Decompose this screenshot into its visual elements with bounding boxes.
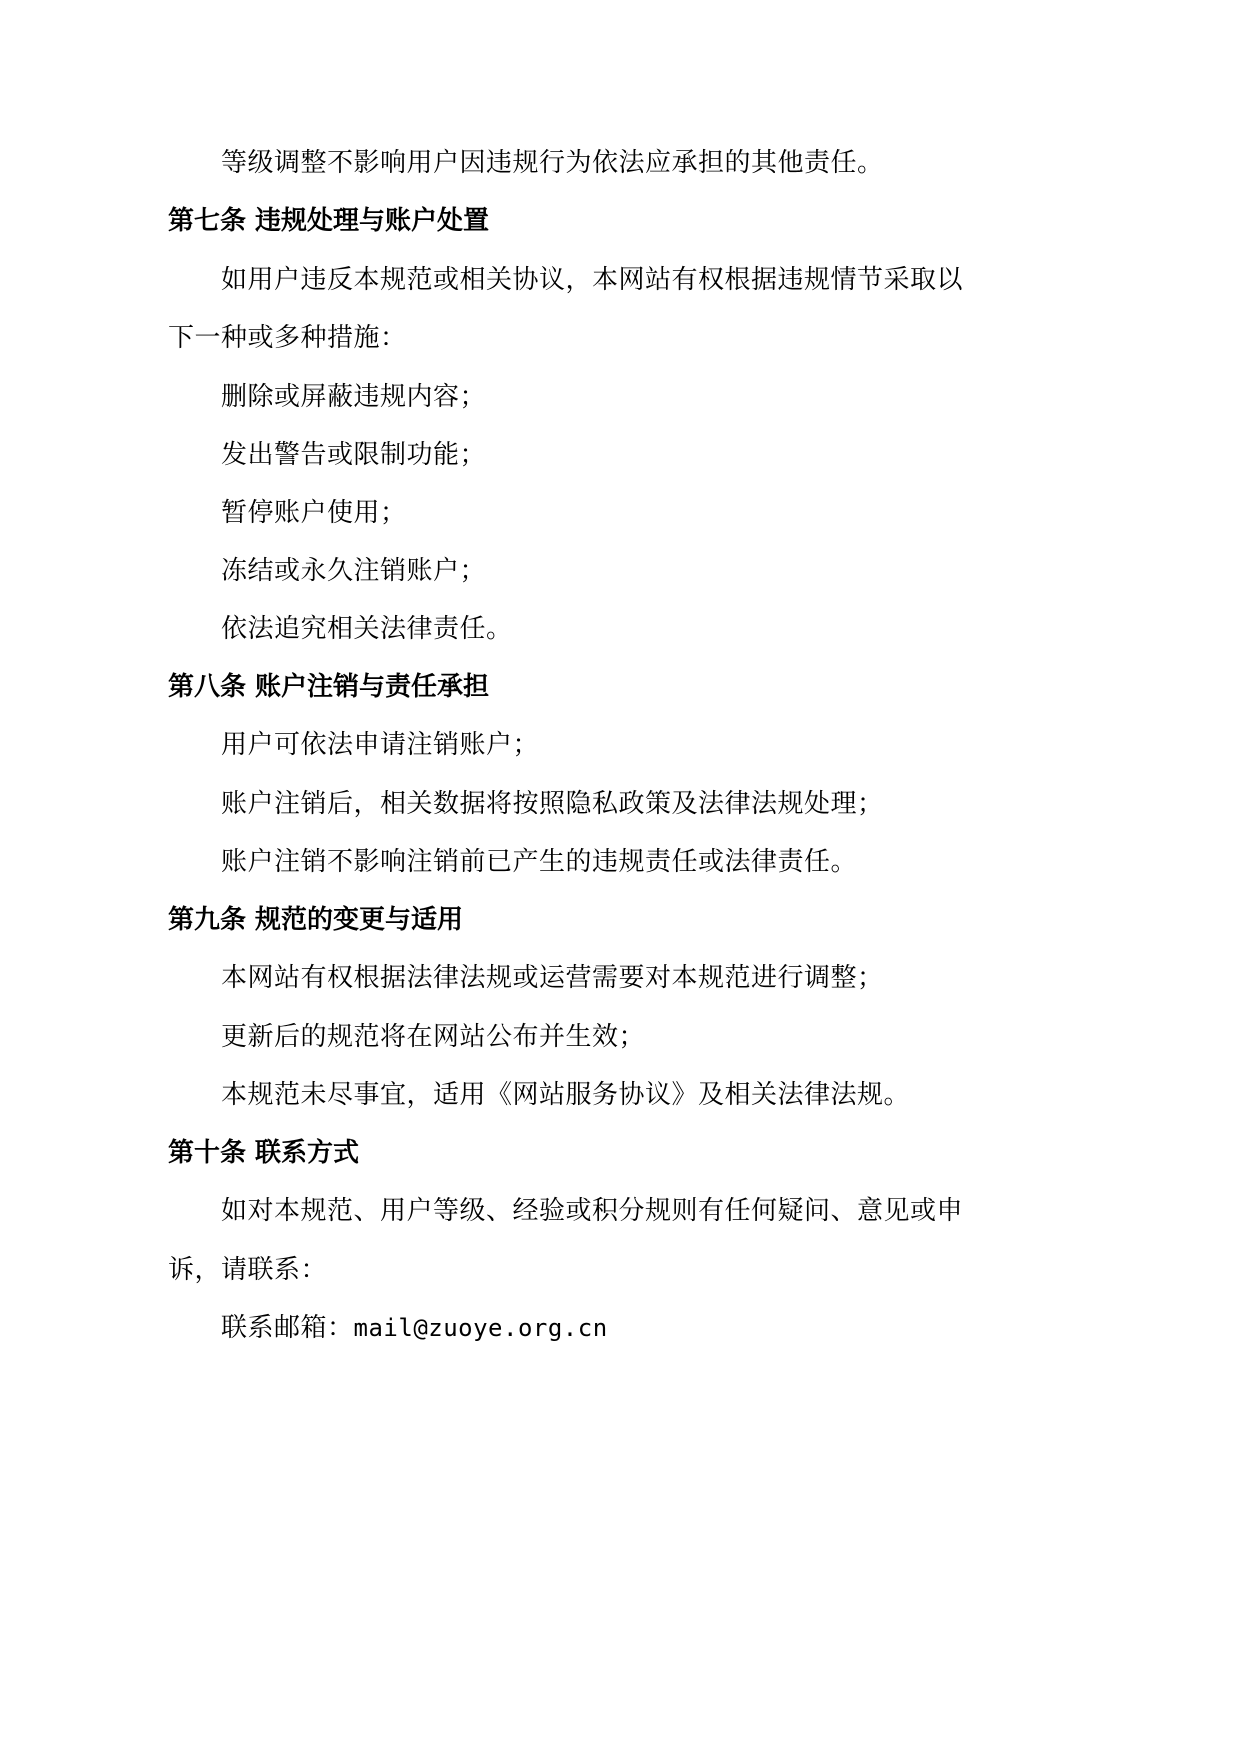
contact-email-link[interactable]: mail@zuoye.org.cn [353,1314,608,1342]
measure-item-warning: 发出警告或限制功能； [221,440,487,470]
article-7-intro-line-1: 如用户违反本规范或相关协议，本网站有权根据违规情节采取以 [221,265,964,295]
article-9-heading: 第九条 规范的变更与适用 [168,905,464,935]
article-7-heading: 第七条 违规处理与账户处置 [168,206,490,236]
contact-email-line [221,1308,1131,1348]
measure-item-delete-content: 删除或屏蔽违规内容； [221,382,487,412]
measure-item-suspend: 暂停账户使用； [221,498,407,528]
article-10-intro-line-2: 诉，请联系： [168,1255,328,1285]
article-7-intro-line-2: 下一种或多种措施： [168,323,407,353]
article-8-heading: 第八条 账户注销与责任承担 [168,672,490,702]
article-10-heading: 第十条 联系方式 [168,1138,360,1168]
contact-email-label: 联系邮箱： [221,1313,354,1343]
article-9-item-publish: 更新后的规范将在网站公布并生效； [221,1022,646,1052]
article-9-item-applicable: 本规范未尽事宜，适用《网站服务协议》及相关法律法规。 [221,1080,911,1110]
article-10-intro-line-1: 如对本规范、用户等级、经验或积分规则有任何疑问、意见或申 [221,1196,964,1226]
paragraph-level-adjustment: 等级调整不影响用户因违规行为依法应承担的其他责任。 [221,148,884,178]
measure-item-freeze: 冻结或永久注销账户； [221,556,487,586]
article-8-item-data: 账户注销后，相关数据将按照隐私政策及法律法规处理； [221,789,884,819]
measure-item-legal: 依法追究相关法律责任。 [221,614,513,644]
article-8-item-liability: 账户注销不影响注销前已产生的违规责任或法律责任。 [221,847,858,877]
article-9-item-adjust: 本网站有权根据法律法规或运营需要对本规范进行调整； [221,963,884,993]
article-8-item-apply: 用户可依法申请注销账户； [221,730,540,760]
